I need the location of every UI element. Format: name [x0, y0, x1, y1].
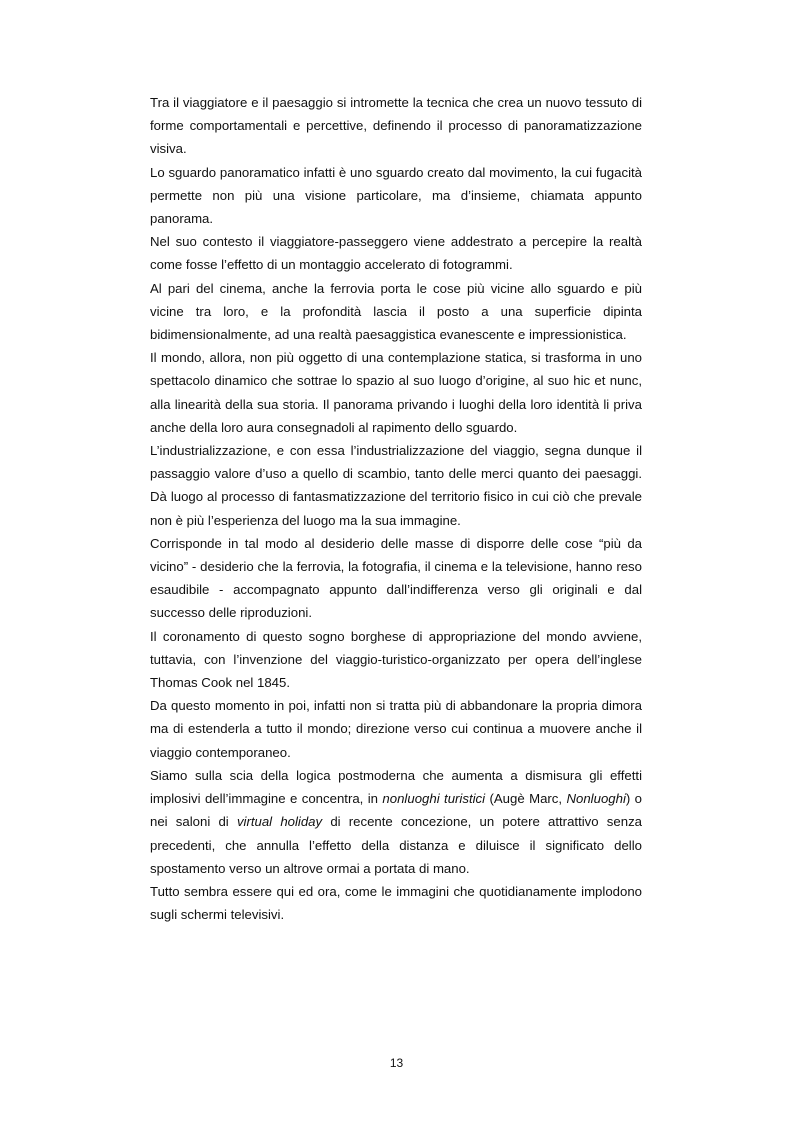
paragraph: Al pari del cinema, anche la ferrovia porta le cose più vicine allo sguardo e più vicine tra loro, e la profondità lascia il posto a una superficie dipinta bidimensionalmente, ad una realtà paesaggistica evanescente e impressionistica.	[150, 280, 642, 343]
page-number: 13	[389, 1056, 404, 1070]
paragraph: Tra il viaggiatore e il paesaggio si intromette la tecnica che crea un nuovo tessuto di forme comportamentali e percettive, definendo il processo di panoramatizzazione visiva.	[150, 95, 642, 157]
paragraph	[150, 764, 642, 880]
paragraph: Corrisponde in tal modo al desiderio delle masse di disporre delle cose “più da vicino” - desiderio che la ferrovia, la fotografia, il cinema e la televisione, hanno reso esaudibile - accompagnato appunto dall’indifferenza verso gli originali e dal successo delle riproduzioni.	[150, 535, 642, 621]
paragraph: Lo sguardo panoramatico infatti è uno sguardo creato dal movimento, la cui fugacità permette non più una visione particolare, ma d’insieme, chiamata appunto panorama.	[150, 164, 642, 227]
italic-citation: Nonluoghi	[566, 791, 626, 807]
body-text	[150, 91, 642, 926]
paragraph: Nel suo contesto il viaggiatore-passeggero viene addestrato a percepire la realtà come fosse l’effetto di un montaggio accelerato di fotogrammi.	[150, 234, 642, 273]
italic-term: virtual holiday	[236, 814, 323, 830]
paragraph: Da questo momento in poi, infatti non si tratta più di abbandonare la propria dimora ma di estenderla a tutto il mondo; direzione verso cui continua a muovere anche il viaggio contemporaneo.	[150, 698, 642, 760]
text-run: ) o nei saloni di	[150, 791, 643, 830]
text-run: di recente concezione, un potere attrattivo senza precedenti, che annulla l’effetto della distanza e diluisce il significato dello spostamento verso un altrove ormai a portata di mano.	[150, 814, 642, 876]
text-run: (Augè Marc,	[485, 791, 567, 807]
italic-term: nonluoghi turistici	[382, 791, 486, 807]
text-run: Siamo sulla scia della logica postmoderna che aumenta a dismisura gli effetti implosivi dell’immagine e concentra, in	[150, 767, 642, 807]
paragraph: Il coronamento di questo sogno borghese di appropriazione del mondo avviene, tuttavia, con l’invenzione del viaggio-turistico-organizzato per opera dell’inglese Thomas Cook nel 1845.	[150, 628, 642, 691]
paragraph: Il mondo, allora, non più oggetto di una contemplazione statica, si trasforma in uno spettacolo dinamico che sottrae lo spazio al suo luogo d’origine, al suo hic et nunc, alla linearità della sua storia. Il panorama privando i luoghi della loro identità li priva anche della loro aura consegnadoli al rapimento dello sguardo.	[150, 350, 642, 435]
paragraph: Tutto sembra essere qui ed ora, come le immagini che quotidianamente implodono sugli schermi televisivi.	[150, 883, 642, 923]
paragraph: L’industrializzazione, e con essa l’industrializzazione del viaggio, segna dunque il passaggio valore d’uso a quello di scambio, tanto delle merci quanto dei paesaggi. Dà luogo al processo di fantasmatizzazione del territorio fisico in cui ciò che prevale non è più l’esperienza del luogo ma la sua immagine.	[150, 443, 642, 528]
